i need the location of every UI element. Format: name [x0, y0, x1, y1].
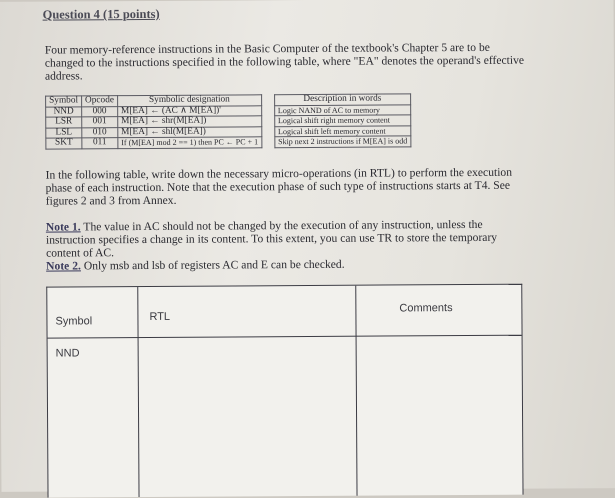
spec-gap — [261, 95, 274, 106]
spec-cell-symbolic: M[EA] ← shl(M[EA]) — [118, 126, 262, 137]
spec-cell-description: Logical shift left memory content — [275, 125, 411, 136]
spec-cell-opcode: 011 — [82, 138, 118, 149]
question-title: Question 4 (15 points) — [42, 6, 160, 22]
note2-text: Only msb and lsb of registers AC and E can be checked. — [80, 257, 345, 273]
answer-row-symbol-nnd: NND — [55, 347, 80, 360]
note2-label: Note 2. — [46, 259, 81, 273]
spec-gap — [261, 116, 274, 127]
spec-cell-symbol: LSL — [46, 127, 82, 138]
answer-header-comments: Comments — [399, 302, 453, 315]
answer-header-rtl: RTL — [149, 310, 171, 323]
answer-header-symbol: Symbol — [55, 315, 93, 328]
spec-cell-description: Skip next 2 instructions if M[EA] is odd — [275, 136, 411, 147]
spec-gap — [262, 137, 275, 148]
spec-header-symbolic: Symbolic designation — [117, 95, 261, 106]
spec-gap — [262, 126, 275, 137]
spec-cell-symbolic: If (M[EA] mod 2 == 1) then PC ← PC + 1 — [118, 137, 262, 148]
note1-label: Note 1. — [45, 220, 81, 234]
intro-paragraph: Four memory-reference instructions in the Basic Computer of the textbook's Chapter 5 are to be changed to the instructions specified in the following table, where "EA" denotes the operand's effective address. — [44, 40, 525, 83]
notes-block — [46, 218, 524, 273]
instructions-paragraph: In the following table, write down the necessary micro-operations (in RTL) to perform the execution phase of each instruction. Note that the execution phase of such type of instructions starts at T4. See figures 2 and 3 from Annex. — [45, 165, 513, 208]
spec-cell-symbol: NND — [46, 106, 82, 117]
spec-cell-opcode: 000 — [82, 106, 118, 117]
spec-cell-opcode: 001 — [82, 117, 118, 128]
spec-cell-description: Logic NAND of AC to memory — [274, 104, 410, 115]
spec-cell-opcode: 010 — [82, 127, 118, 138]
answer-table — [46, 284, 523, 498]
spec-header-description: Description in words — [274, 94, 410, 105]
instruction-spec-table — [45, 93, 411, 149]
spec-gap — [261, 105, 274, 116]
spec-cell-symbolic: M[EA] ← (AC ∧ M[EA])' — [118, 105, 262, 116]
spec-cell-symbolic: M[EA] ← shr(M[EA]) — [118, 116, 262, 127]
spec-header-symbol: Symbol — [46, 96, 82, 107]
note1-text: The value in AC should not be changed by the execution of any instruction, unless the instruction specifies a change in its content. To this extent, you can use TR to store the temporary content of AC. — [45, 217, 498, 260]
spec-header-opcode: Opcode — [82, 96, 118, 107]
spec-cell-symbol: LSR — [46, 117, 82, 128]
table-row — [46, 136, 411, 149]
spec-cell-description: Logical shift right memory content — [274, 115, 410, 126]
spec-cell-symbol: SKT — [46, 138, 82, 149]
